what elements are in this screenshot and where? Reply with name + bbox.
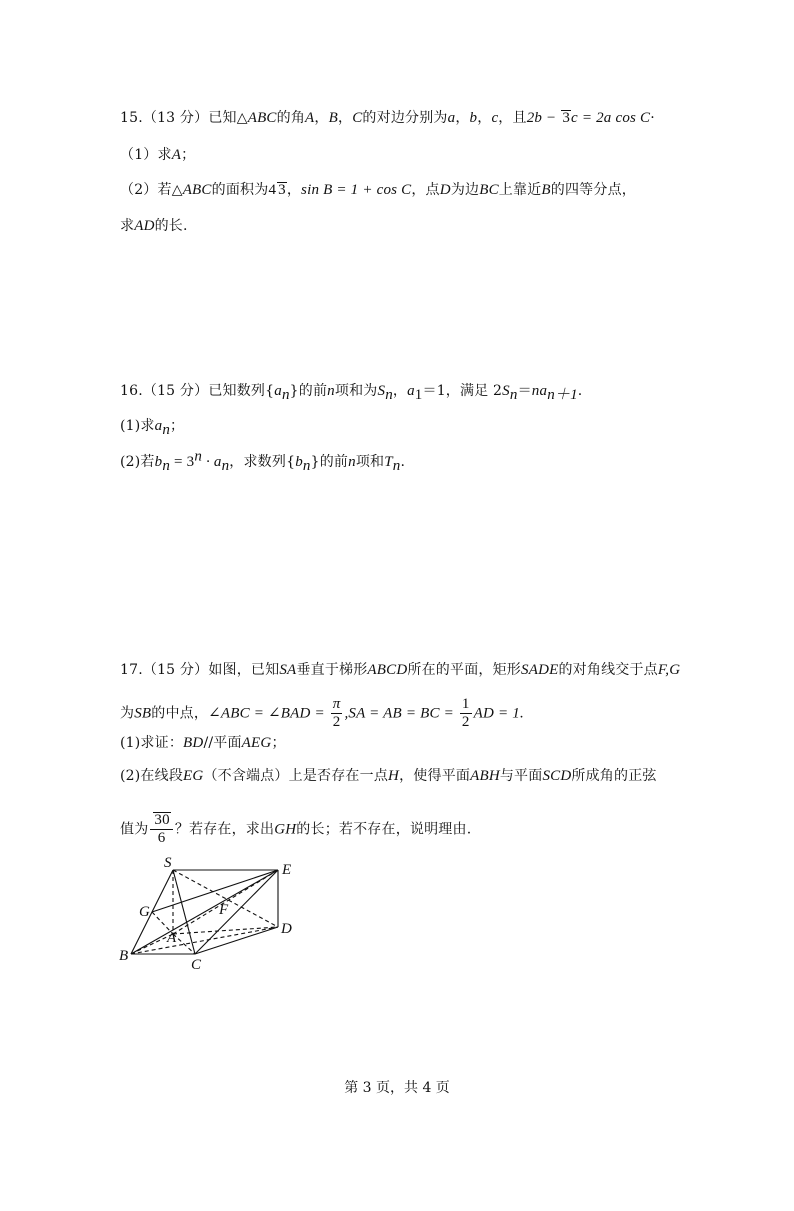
q16-part1: (1)求$a_n$；	[120, 418, 185, 438]
label-B: B	[119, 948, 129, 964]
label-S: S	[164, 855, 172, 871]
label-A: A	[167, 930, 177, 946]
q17-part2: (2)在线段EG（不含端点）上是否存在一点H，使得平面ABH与平面SCD所成角的正弦	[120, 768, 657, 784]
edge-SC	[173, 870, 195, 954]
geometry-figure	[113, 852, 313, 982]
edge-AC	[173, 934, 195, 954]
edge-BD	[131, 927, 278, 954]
q15-condition: 2b −	[526, 110, 561, 126]
q17-line1: 17.（15 分）如图，已知SA垂直于梯形ABCD所在的平面，矩形SADE的对角线交于点F,G	[120, 662, 681, 678]
q15-part2-cont: 求AD的长.	[120, 218, 188, 234]
q17-line2: 为SB的中点，∠ABC = ∠BAD = $\frac{\pi}{2}$ ,SA = AB = BC = $\frac{1}{2}$ AD = 1.	[120, 696, 524, 730]
label-E: E	[282, 862, 292, 878]
q16-part2: (2)若$b_n = 3^n \cdot a_n$，求数列$\{b_n\}$的前n项和$T_n$.	[120, 448, 406, 474]
label-C: C	[191, 957, 202, 973]
label-G: G	[139, 904, 150, 920]
label-D: D	[281, 921, 292, 937]
page-footer: 第 3 页，共 4 页	[344, 1080, 450, 1096]
edge-CE	[195, 870, 278, 954]
q15-line1: 15.（13 分）已知△ABC的角A，B，C的对边分别为a，b，c，且2b − 3c = 2a cos C·	[120, 110, 655, 126]
q15-part1: （1）求A；	[120, 147, 196, 163]
label-F: F	[219, 902, 229, 918]
q17-part2-cont: 值为 $\frac{30}{6}$ ？若存在，求出GH的长；若不存在，说明理由.	[120, 812, 472, 846]
q16-line1: 16.（15 分）已知数列$\{a_n\}$的前n项和为$S_n$，$a_1=1$，满足 $2S_n=na_{n+1}$.	[120, 383, 583, 403]
q15-part2: （2）若△ABC的面积为4 3，sin B = 1 + cos C，点D为边BC上靠近B的四等分点，	[120, 182, 636, 198]
q17-part1: (1)求证：BD//平面AEG；	[120, 735, 286, 751]
